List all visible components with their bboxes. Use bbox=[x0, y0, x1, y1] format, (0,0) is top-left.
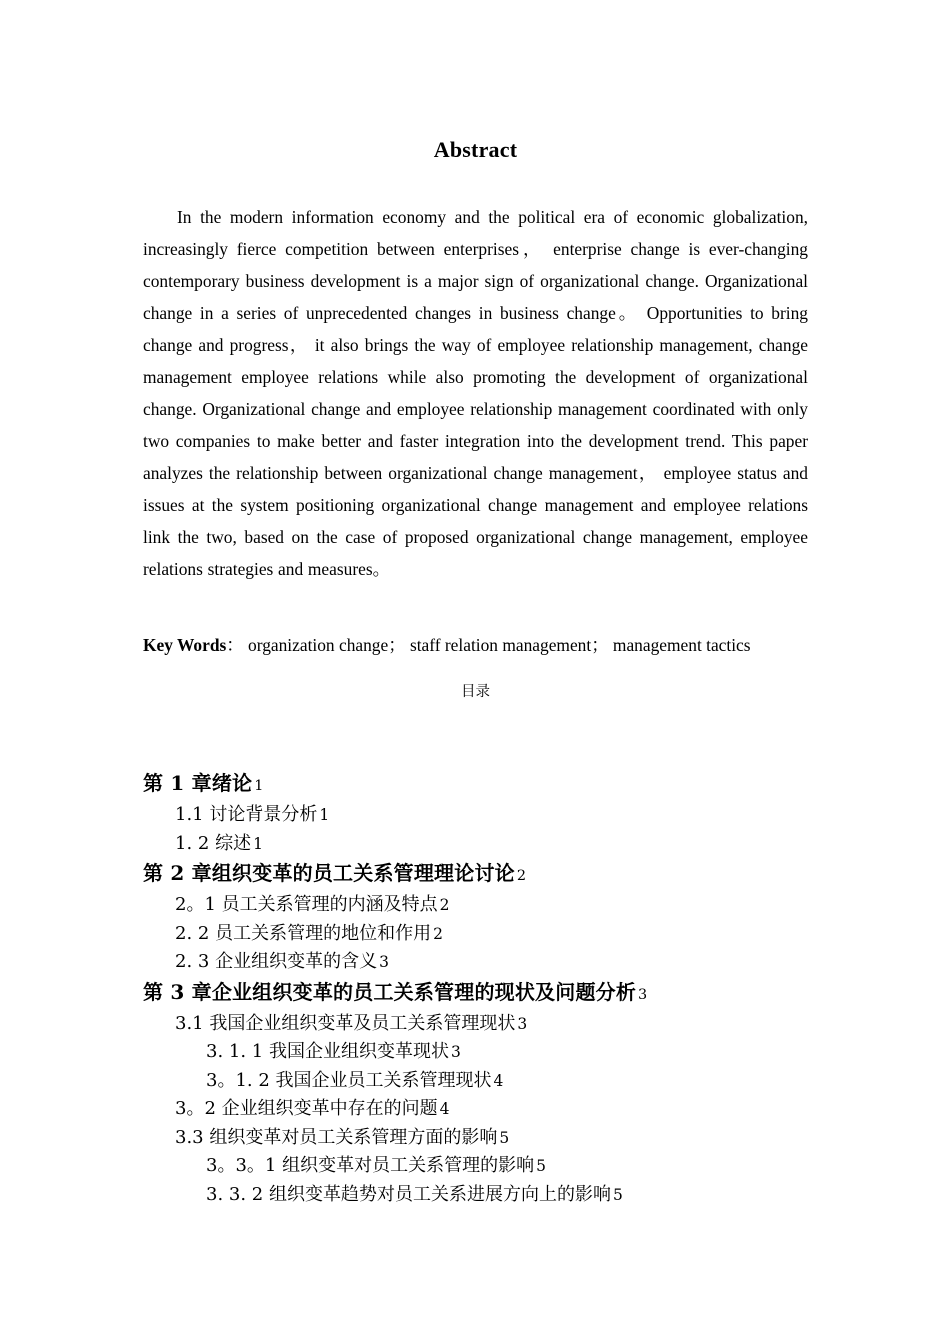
toc-entry-label: 第 3 章企业组织变革的员工关系管理的现状及问题分析 bbox=[143, 979, 637, 1004]
toc-entry[interactable] bbox=[175, 1124, 843, 1153]
toc-entry[interactable] bbox=[175, 948, 843, 977]
toc-entry-page-number: 5 bbox=[612, 1185, 623, 1204]
keywords-line bbox=[143, 633, 808, 657]
toc-entry-page-number: 5 bbox=[499, 1128, 510, 1147]
toc-entry-page-number: 5 bbox=[536, 1157, 546, 1175]
toc-entry-page-number: 2 bbox=[439, 896, 450, 914]
toc-entry-label: 3。3。1 组织变革对员工关系管理的影响 bbox=[206, 1155, 535, 1176]
toc-entry[interactable] bbox=[206, 1181, 843, 1210]
toc-entry-page-number: 2 bbox=[516, 868, 527, 884]
toc-entry[interactable] bbox=[143, 858, 843, 891]
toc-entry[interactable] bbox=[143, 977, 843, 1010]
toc-entry-label: 第 2 章组织变革的员工关系管理理论讨论 bbox=[143, 861, 515, 885]
toc-entry-label: 3.1 我国企业组织变革及员工关系管理现状 bbox=[175, 1012, 516, 1034]
toc-entry-page-number: 3 bbox=[517, 1014, 528, 1033]
toc-entry[interactable] bbox=[175, 891, 843, 920]
toc-entry[interactable] bbox=[143, 768, 843, 801]
toc-entry-page-number: 1 bbox=[319, 806, 330, 824]
toc-entry-page-number: 2 bbox=[433, 924, 443, 943]
toc-entry-page-number: 4 bbox=[493, 1071, 504, 1090]
toc-entry-page-number: 1 bbox=[253, 834, 263, 853]
keywords-label: Key Words bbox=[143, 635, 227, 656]
toc-entry-label: 2. 2 员工关系管理的地位和作用 bbox=[175, 922, 432, 944]
toc-entry[interactable] bbox=[175, 920, 843, 949]
keywords-separator: ： bbox=[226, 635, 244, 656]
abstract-heading: Abstract bbox=[433, 136, 518, 162]
toc-entry-page-number: 4 bbox=[439, 1100, 450, 1118]
toc-entry-page-number: 1 bbox=[254, 778, 264, 794]
toc-entry[interactable] bbox=[206, 1038, 843, 1067]
toc-heading: 目录 bbox=[461, 684, 490, 700]
toc-entry-page-number: 3 bbox=[638, 986, 648, 1003]
table-of-contents bbox=[143, 768, 843, 1209]
toc-entry-label: 3. 1. 1 我国企业组织变革现状 bbox=[206, 1041, 449, 1062]
toc-entry-label: 1.1 讨论背景分析 bbox=[175, 804, 318, 825]
toc-entry[interactable] bbox=[206, 1152, 843, 1181]
toc-entry-page-number: 3 bbox=[450, 1043, 461, 1061]
toc-entry[interactable] bbox=[175, 801, 843, 830]
toc-entry[interactable] bbox=[206, 1067, 843, 1096]
keywords-values: organization change； staff relation management； management tactics bbox=[243, 635, 751, 656]
toc-entry-label: 2。1 员工关系管理的内涵及特点 bbox=[175, 894, 438, 915]
toc-entry[interactable] bbox=[175, 1010, 843, 1039]
toc-entry-label: 3. 3. 2 组织变革趋势对员工关系进展方向上的影响 bbox=[206, 1183, 611, 1205]
toc-entry[interactable] bbox=[175, 1095, 843, 1124]
abstract-paragraph: In the modern information economy and the political era of economic globalization, increasingly fierce competition between enterprises， enterprise change is ever-changing contemporary business development is a major sign of organizational change. Organizational change in a series of unprecedented changes in business change。 Opportunities to bring change and progress， it also brings the way of employee relationship management, change management employee relations while also promoting the development of organizational change. Organizational change and employee relationship management coordinated with only two companies to make better and faster integration into the development trend. This paper analyzes the relationship between organizational change management， employee status and issues at the system positioning organizational change management and employee relations link the two, based on the case of proposed organizational change management, employee relations strategies and measures。 bbox=[143, 207, 808, 580]
toc-entry-page-number: 3 bbox=[379, 953, 389, 971]
toc-entry-label: 3。2 企业组织变革中存在的问题 bbox=[175, 1098, 438, 1119]
toc-entry-label: 1. 2 综述 bbox=[175, 832, 252, 854]
toc-entry-label: 2. 3 企业组织变革的含义 bbox=[175, 951, 378, 972]
toc-entry[interactable] bbox=[175, 830, 843, 859]
toc-entry-label: 3。1. 2 我国企业员工关系管理现状 bbox=[206, 1069, 492, 1091]
toc-entry-label: 3.3 组织变革对员工关系管理方面的影响 bbox=[175, 1126, 498, 1148]
toc-entry-label: 第 1 章绪论 bbox=[143, 771, 253, 795]
